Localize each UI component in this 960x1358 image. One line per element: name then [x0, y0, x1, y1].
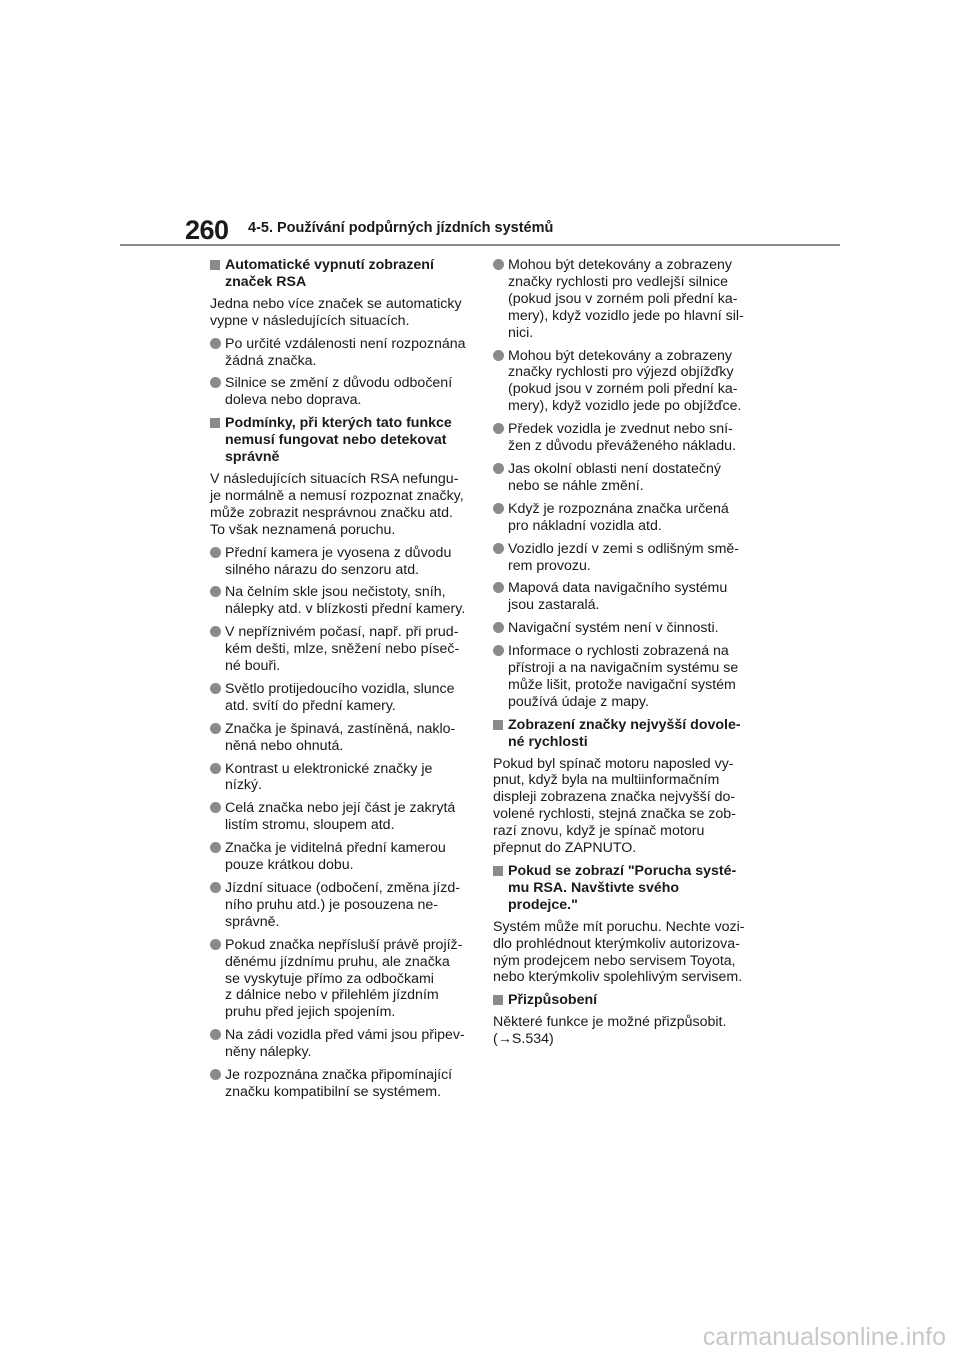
list-item-text: Navigační systém není v činnosti.: [508, 620, 719, 637]
list-item: [210, 584, 468, 618]
circle-bullet-icon: [493, 463, 504, 474]
list-item: [210, 937, 468, 1022]
circle-bullet-icon: [493, 503, 504, 514]
circle-bullet-icon: [210, 763, 221, 774]
list-item: [210, 681, 468, 715]
heading-text: Zobrazení značky nejvyšší dovole- né rychlosti: [508, 716, 741, 750]
list-item-text: Značka je špinavá, zastíněná, naklo- něná nebo ohnutá.: [225, 720, 456, 754]
list-item: [210, 1027, 468, 1061]
list-item-text: Vozidlo jezdí v zemi s odlišným smě- rem provozu.: [508, 540, 740, 574]
square-bullet-icon: [493, 866, 503, 876]
circle-bullet-icon: [210, 1069, 221, 1080]
list-item-text: Mapová data navigačního systému jsou zastaralá.: [508, 580, 728, 614]
list-item-text: Na zádi vozidla před vámi jsou připev- něny nálepky.: [225, 1027, 465, 1061]
circle-bullet-icon: [210, 683, 221, 694]
circle-bullet-icon: [210, 338, 221, 349]
paragraph: Systém může mít poruchu. Nechte vozi- dlo prohlédnout kterýmkoliv autorizova- ným prodejcem nebo servisem Toyota, nebo kterýmkoliv spolehlivým servisem.: [493, 918, 745, 986]
list-item-text: Mohou být detekovány a zobrazeny značky rychlosti pro výjezd objížďky (pokud jsou v zorném poli přední ka- mery), když vozidlo jede po objížďce.: [508, 347, 742, 415]
list-item-text: Informace o rychlosti zobrazená na přístroji a na navigačním systému se může lišit, protože navigační systém používá údaje z mapy.: [508, 643, 739, 710]
list-item: [493, 348, 751, 416]
circle-bullet-icon: [493, 645, 504, 656]
list-item-text: Kontrast u elektronické značky je nízký.: [225, 760, 433, 794]
list-item-text: Když je rozpoznána značka určená pro nákladní vozidla atd.: [508, 500, 729, 534]
circle-bullet-icon: [493, 543, 504, 554]
list-item: [210, 761, 468, 795]
heading-text: Podmínky, při kterých tato funkce nemusí fungovat nebo detekovat správně: [225, 415, 452, 466]
square-bullet-icon: [210, 418, 220, 428]
list-item-text: V nepříznivém počasí, např. při prud- kém dešti, mlze, sněžení nebo píseč- né bouři.: [225, 624, 460, 675]
circle-bullet-icon: [493, 622, 504, 633]
heading-text: Pokud se zobrazí "Porucha systé- mu RSA. Navštivte svého prodejce.": [508, 863, 737, 913]
left-column: [210, 257, 468, 1107]
heading-conditions: [210, 415, 468, 466]
list-item: [210, 880, 468, 931]
list-item-text: Mohou být detekovány a zobrazeny značky rychlosti pro vedlejší silnice (pokud jsou v zorném poli přední ka- mery), když vozidlo jede po hlavní sil- nici.: [508, 257, 744, 341]
paragraph: Jedna nebo více značek se automaticky vypne v následujících situacích.: [210, 295, 462, 329]
list-item: [210, 800, 468, 834]
list-item: [210, 721, 468, 755]
list-item: [493, 620, 751, 637]
heading-customization: [493, 992, 751, 1009]
square-bullet-icon: [493, 720, 503, 730]
circle-bullet-icon: [210, 1029, 221, 1040]
page-number: 260: [185, 215, 229, 245]
list-item-text: Předek vozidla je zvednut nebo sní- žen z důvodu převáženého nákladu.: [508, 421, 736, 455]
list-item: [493, 461, 751, 495]
list-item-text: Jízdní situace (odbočení, změna jízd- ního pruhu atd.) je posouzena ne- správně.: [225, 880, 461, 930]
list-item: [493, 643, 751, 711]
list-item: [210, 375, 468, 409]
circle-bullet-icon: [210, 723, 221, 734]
list-item: [210, 840, 468, 874]
circle-bullet-icon: [210, 842, 221, 853]
square-bullet-icon: [210, 260, 220, 270]
list-item: [493, 257, 751, 342]
list-item-text: Na čelním skle jsou nečistoty, sníh, nálepky atd. v blízkosti přední kamery.: [225, 584, 466, 618]
list-item-text: Silnice se změní z důvodu odbočení doleva nebo doprava.: [225, 375, 453, 409]
circle-bullet-icon: [493, 350, 504, 361]
circle-bullet-icon: [210, 377, 221, 388]
paragraph: Pokud byl spínač motoru naposled vy- pnut, když byla na multiinformačním displeji zobrazena značka nejvyšší do- volené rychlosti, stejná značka se zob- razí znovu, když je spínač motoru přepnut do ZAPNUTO.: [493, 755, 736, 857]
list-item: [210, 545, 468, 579]
heading-text: Automatické vypnutí zobrazení značek RSA: [225, 257, 434, 290]
heading-auto-off: [210, 257, 468, 291]
square-bullet-icon: [493, 995, 503, 1005]
list-item-text: Jas okolní oblasti není dostatečný nebo se náhle změní.: [508, 460, 721, 494]
circle-bullet-icon: [493, 582, 504, 593]
circle-bullet-icon: [210, 802, 221, 813]
circle-bullet-icon: [493, 423, 504, 434]
circle-bullet-icon: [210, 939, 221, 950]
list-item-text: Po určité vzdálenosti není rozpoznána žádná značka.: [225, 335, 466, 369]
section-title: 4-5. Používání podpůrných jízdních systémů: [248, 220, 554, 236]
circle-bullet-icon: [210, 547, 221, 558]
circle-bullet-icon: [210, 882, 221, 893]
heading-malfunction: [493, 863, 751, 914]
list-item-text: Značka je viditelná přední kamerou pouze krátkou dobu.: [225, 840, 446, 874]
list-item: [493, 580, 751, 614]
list-item-text: Celá značka nebo její část je zakrytá listím stromu, sloupem atd.: [225, 800, 456, 834]
header-divider: [120, 244, 840, 246]
paragraph: Některé funkce je možné přizpůsobit. (→S.534): [493, 1014, 727, 1048]
list-item-text: Přední kamera je vyosena z důvodu silného nárazu do senzoru atd.: [225, 544, 452, 578]
watermark: carmanualsonline.info: [702, 1323, 946, 1351]
list-item-text: Světlo protijedoucího vozidla, slunce atd. svítí do přední kamery.: [225, 680, 455, 714]
heading-speed-limit-display: [493, 717, 751, 751]
list-item: [210, 1067, 468, 1101]
circle-bullet-icon: [210, 626, 221, 637]
list-item: [210, 336, 468, 370]
list-item: [493, 421, 751, 455]
circle-bullet-icon: [210, 586, 221, 597]
heading-text: Přizpůsobení: [508, 992, 598, 1009]
right-column: [493, 257, 751, 1054]
list-item: [210, 624, 468, 675]
paragraph: V následujících situacích RSA nefungu- je normálně a nemusí rozpoznat značky, může zobrazit nesprávnou značku atd. To však neznamená poruchu.: [210, 470, 464, 538]
circle-bullet-icon: [493, 259, 504, 270]
list-item-text: Je rozpoznána značka připomínající značku kompatibilní se systémem.: [225, 1067, 453, 1100]
list-item-text: Pokud značka nepřísluší právě projíž- děnému jízdnímu pruhu, ale značka se vyskytuje přímo za odbočkami z dálnice nebo v přilehlém jízdním pruhu před jejich spojením.: [225, 936, 463, 1021]
list-item: [493, 501, 751, 535]
list-item: [493, 541, 751, 575]
